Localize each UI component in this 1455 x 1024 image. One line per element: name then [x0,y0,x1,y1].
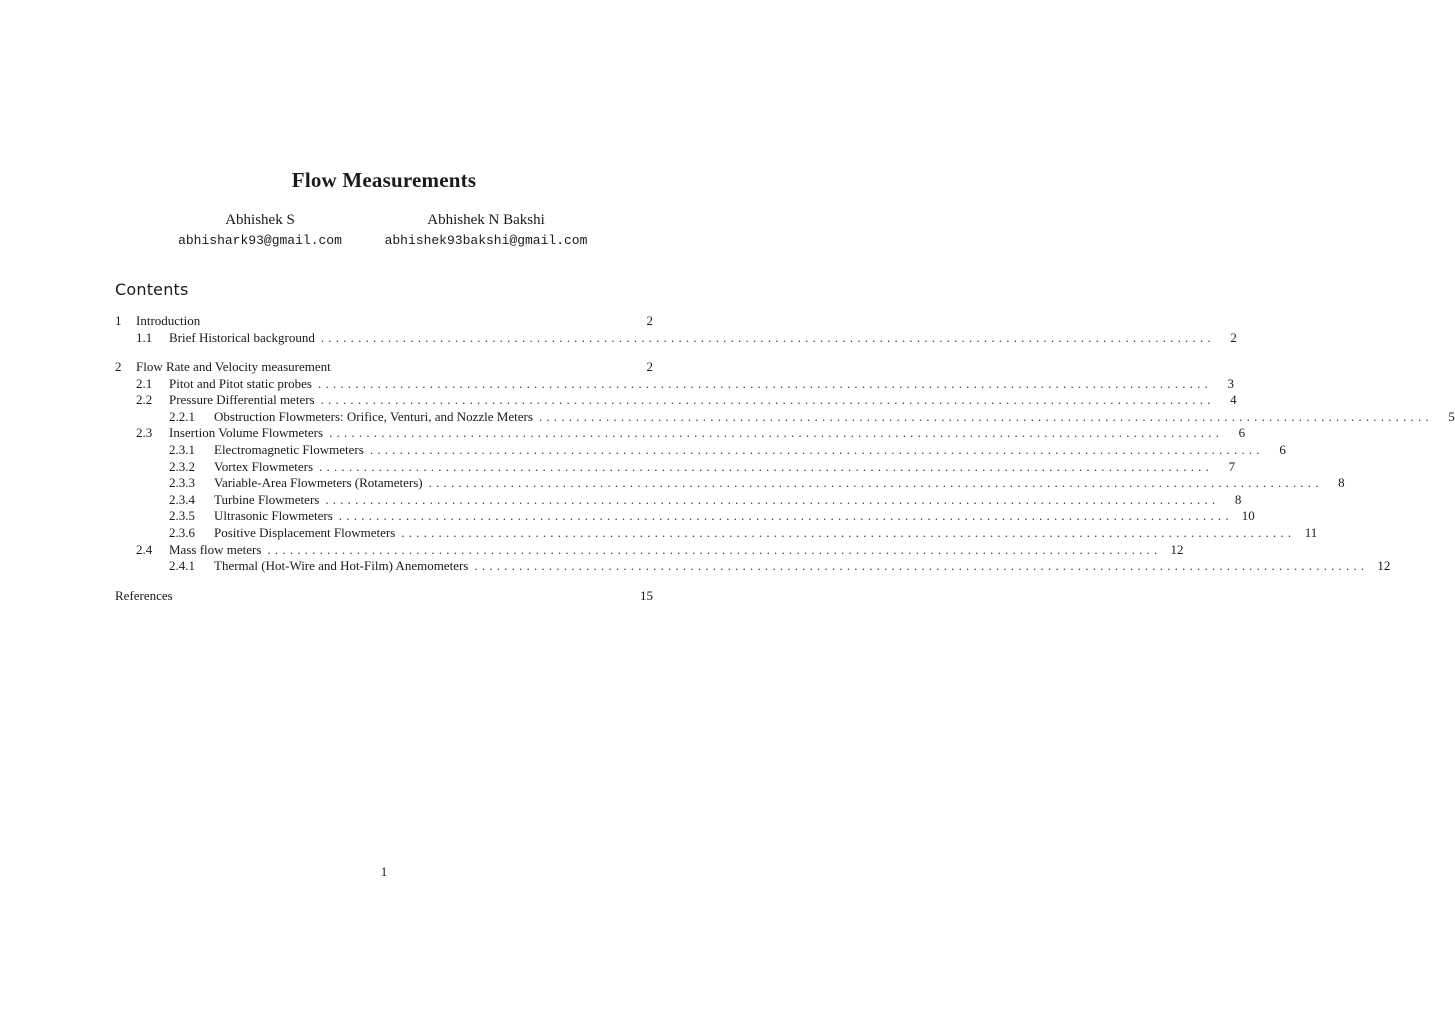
toc-title: Positive Displacement Flowmeters [214,524,396,540]
toc-title: References [115,587,173,603]
toc-leader-dots: ........................................................................................................................ [320,329,1215,345]
toc-entry-pressure-differential[interactable] [115,392,1237,409]
toc-title: Pressure Differential meters [169,392,315,408]
toc-title: Mass flow meters [169,541,262,557]
toc-number: 2.3.3 [169,475,195,491]
toc-leader-dots: ........................................................................................................................ [401,524,1296,540]
toc-page: 11 [1304,524,1318,540]
toc-title: Electromagnetic Flowmeters [214,441,364,457]
toc-entry-ultrasonic[interactable] [115,508,1255,525]
contents-heading: Contents [115,280,189,299]
toc-page: 2 [646,358,653,374]
toc-entry-electromagnetic[interactable] [115,441,1286,459]
toc-title: Vortex Flowmeters [214,458,314,474]
toc-entry-variable-area[interactable] [115,475,1345,492]
toc-entry-pitot[interactable] [115,375,1234,393]
toc-number: 2.3 [136,425,153,441]
toc-number: 1 [115,313,122,328]
toc-page: 6 [1238,425,1246,441]
toc-entry-references[interactable] [115,588,653,605]
toc-page: 2 [646,313,653,328]
toc-page: 10 [1241,508,1255,524]
toc-entry-mass-flow[interactable] [115,541,1184,559]
toc-number: 2.3.1 [169,441,195,457]
toc-entry-historical-background[interactable] [115,329,1237,347]
toc-number: 2.3.5 [169,508,195,524]
toc-title: Flow Rate and Velocity measurement [136,358,331,374]
toc-page: 5 [1448,408,1455,424]
author-name: Abhishek S [225,212,295,228]
table-of-contents [115,313,1455,604]
toc-entry-vortex[interactable] [115,458,1236,476]
toc-page: 6 [1279,441,1286,457]
toc-leader-dots: ........................................................................................................................ [320,392,1215,408]
toc-page: 15 [640,587,653,603]
author-name: Abhishek N Bakshi [427,212,545,228]
toc-page: 8 [1338,475,1345,491]
author-block-2 [376,210,596,250]
toc-leader-dots: ........................................................................................................................ [329,425,1224,441]
toc-title: Pitot and Pitot static probes [169,375,312,391]
toc-entry-flow-rate[interactable] [115,359,653,376]
toc-title: Brief Historical background [169,329,315,345]
toc-leader-dots: ........................................................................................................................ [319,458,1214,474]
toc-entry-introduction[interactable] [115,313,653,330]
toc-number: 2.2.1 [169,408,195,424]
toc-page: 3 [1227,375,1234,391]
toc-title: Thermal (Hot-Wire and Hot-Film) Anemometers [214,558,469,574]
author-email: abhishark93@gmail.com [178,233,342,248]
toc-number: 2 [115,358,122,374]
toc-page: 4 [1230,392,1237,408]
toc-leader-dots: ........................................................................................................................ [538,408,1433,424]
toc-title: Variable-Area Flowmeters (Rotameters) [214,475,423,491]
paper-title: Flow Measurements [291,168,477,192]
toc-title: Ultrasonic Flowmeters [214,508,333,524]
toc-leader-dots: ........................................................................................................................ [338,508,1233,524]
toc-number: 2.4.1 [169,558,195,574]
toc-leader-dots: ........................................................................................................................ [369,441,1264,457]
toc-title: Obstruction Flowmeters: Orifice, Venturi, and Nozzle Meters [214,408,533,424]
toc-page: 7 [1228,458,1236,474]
author-block-1 [160,210,360,250]
toc-leader-dots: ........................................................................................................................ [428,475,1323,491]
toc-title: Turbine Flowmeters [214,491,320,507]
toc-number: 2.3.6 [169,524,195,540]
toc-entry-positive-displacement[interactable] [115,524,1318,542]
toc-title: Introduction [136,313,201,328]
toc-number: 2.3.4 [169,491,195,507]
toc-number: 1.1 [136,329,153,345]
toc-leader-dots: ........................................................................................................................ [318,375,1212,391]
toc-entry-insertion-volume[interactable] [115,425,1246,442]
author-email: abhishek93bakshi@gmail.com [384,233,588,248]
toc-page: 8 [1234,491,1242,507]
toc-leader-dots: ........................................................................................................................ [325,491,1220,507]
page-number: 1 [380,864,388,879]
toc-entry-turbine[interactable] [115,491,1242,509]
toc-number: 2.3.2 [169,458,195,474]
toc-page: 2 [1230,329,1237,345]
toc-entry-thermal-anemometers[interactable] [115,558,1391,575]
toc-page: 12 [1170,541,1184,557]
toc-number: 2.4 [136,541,153,557]
toc-entry-obstruction-flowmeters[interactable] [115,408,1455,426]
toc-title: Insertion Volume Flowmeters [169,425,324,441]
toc-page: 12 [1377,558,1391,574]
toc-number: 2.1 [136,375,153,391]
toc-leader-dots: ........................................................................................................................ [474,558,1369,574]
toc-number: 2.2 [136,392,153,408]
toc-leader-dots: ........................................................................................................................ [267,541,1162,557]
